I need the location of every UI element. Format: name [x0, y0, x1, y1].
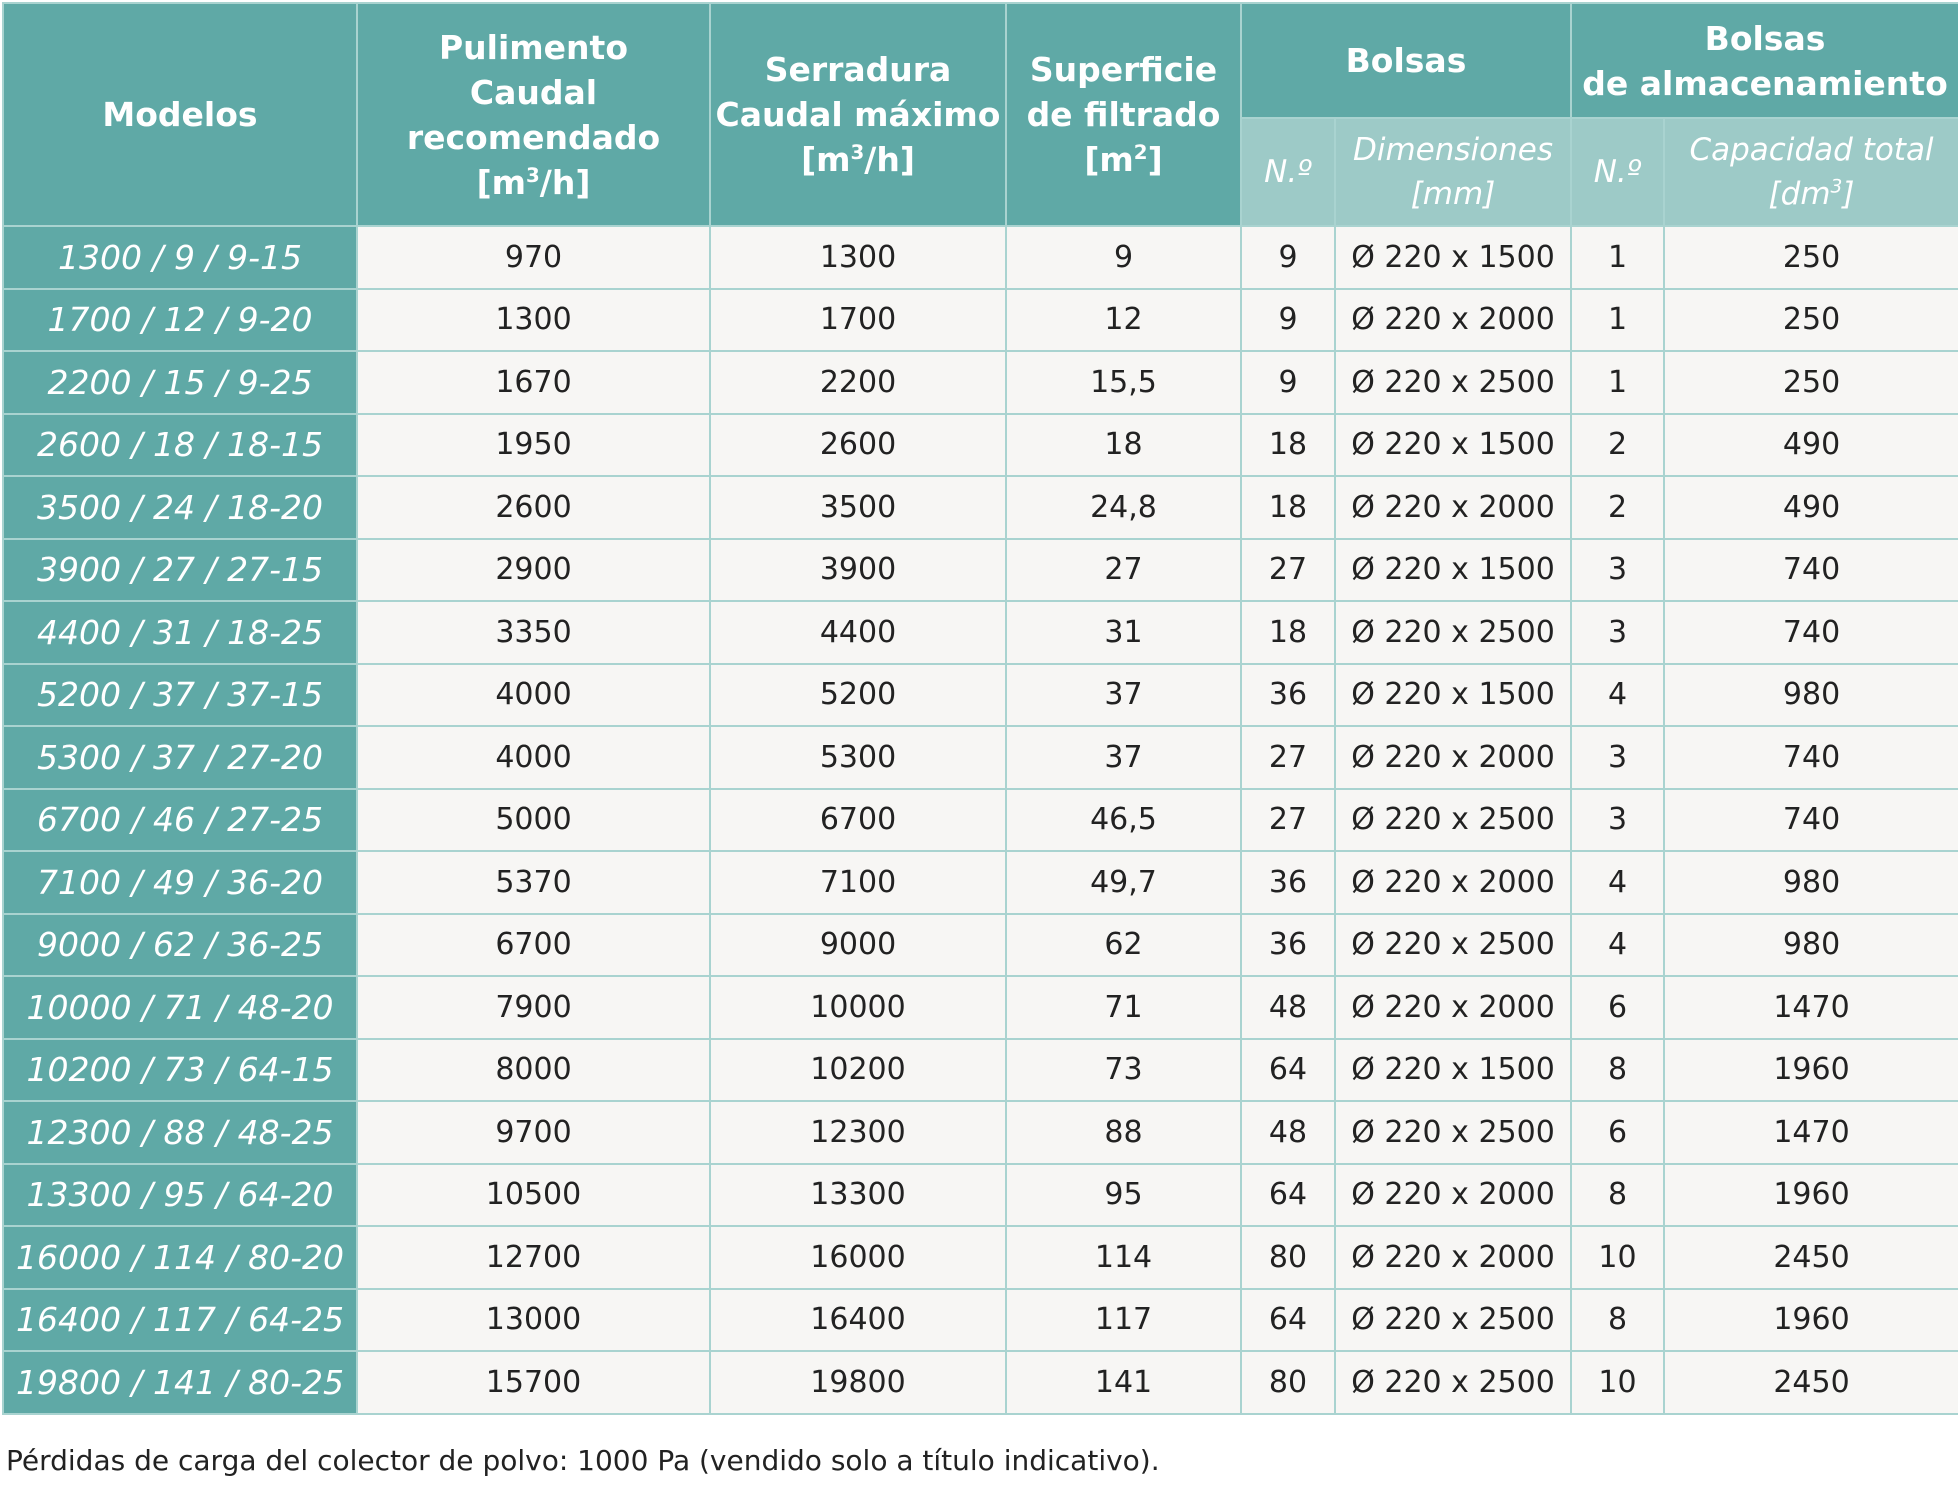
pulimento-cell: 4000: [357, 726, 710, 789]
pulimento-cell: 13000: [357, 1289, 710, 1352]
serradura-cell: 1300: [710, 226, 1006, 289]
serradura-cell: 13300: [710, 1164, 1006, 1227]
superficie-cell: 12: [1006, 289, 1241, 352]
serradura-cell: 5200: [710, 664, 1006, 727]
almacenamiento-numero-cell: 1: [1571, 226, 1664, 289]
pulimento-cell: 3350: [357, 601, 710, 664]
almacenamiento-numero-cell: 3: [1571, 601, 1664, 664]
almacenamiento-numero-cell: 1: [1571, 351, 1664, 414]
table-row: [3, 1164, 1958, 1227]
almacenamiento-numero-cell: 8: [1571, 1289, 1664, 1352]
capacidad-cell: 250: [1664, 289, 1958, 352]
table-row: [3, 789, 1958, 852]
dimensiones-cell: Ø 220 x 1500: [1335, 664, 1571, 727]
superficie-cell: 46,5: [1006, 789, 1241, 852]
pulimento-cell: 8000: [357, 1039, 710, 1102]
model-cell: 1300 / 9 / 9-15: [3, 226, 357, 289]
capacidad-cell: 1960: [1664, 1039, 1958, 1102]
header-dimensiones: Dimensiones [mm]: [1335, 118, 1571, 226]
header-bolsas: Bolsas: [1241, 3, 1571, 118]
superficie-cell: 24,8: [1006, 476, 1241, 539]
model-cell: 3900 / 27 / 27-15: [3, 539, 357, 602]
model-cell: 10000 / 71 / 48-20: [3, 976, 357, 1039]
bolsas-numero-cell: 27: [1241, 539, 1335, 602]
pulimento-cell: 1300: [357, 289, 710, 352]
bolsas-numero-cell: 18: [1241, 601, 1335, 664]
table-row: [3, 664, 1958, 727]
model-cell: 16400 / 117 / 64-25: [3, 1289, 357, 1352]
header-modelos: Modelos: [3, 3, 357, 226]
table-row: [3, 539, 1958, 602]
pulimento-cell: 12700: [357, 1226, 710, 1289]
pulimento-cell: 5000: [357, 789, 710, 852]
capacidad-cell: 1960: [1664, 1164, 1958, 1227]
superficie-cell: 141: [1006, 1351, 1241, 1414]
almacenamiento-numero-cell: 4: [1571, 851, 1664, 914]
pulimento-cell: 2600: [357, 476, 710, 539]
table-row: [3, 851, 1958, 914]
superficie-cell: 71: [1006, 976, 1241, 1039]
almacenamiento-numero-cell: 8: [1571, 1164, 1664, 1227]
dimensiones-cell: Ø 220 x 1500: [1335, 539, 1571, 602]
capacidad-cell: 980: [1664, 851, 1958, 914]
almacenamiento-numero-cell: 3: [1571, 789, 1664, 852]
superficie-cell: 49,7: [1006, 851, 1241, 914]
bolsas-numero-cell: 64: [1241, 1039, 1335, 1102]
superficie-cell: 117: [1006, 1289, 1241, 1352]
bolsas-numero-cell: 80: [1241, 1226, 1335, 1289]
dimensiones-cell: Ø 220 x 2000: [1335, 726, 1571, 789]
superficie-cell: 31: [1006, 601, 1241, 664]
pulimento-cell: 6700: [357, 914, 710, 977]
capacidad-cell: 740: [1664, 601, 1958, 664]
model-cell: 12300 / 88 / 48-25: [3, 1101, 357, 1164]
dimensiones-cell: Ø 220 x 2000: [1335, 476, 1571, 539]
serradura-cell: 3500: [710, 476, 1006, 539]
bolsas-numero-cell: 48: [1241, 1101, 1335, 1164]
superficie-cell: 15,5: [1006, 351, 1241, 414]
serradura-cell: 7100: [710, 851, 1006, 914]
table-row: [3, 976, 1958, 1039]
table-row: [3, 476, 1958, 539]
pulimento-cell: 2900: [357, 539, 710, 602]
serradura-cell: 12300: [710, 1101, 1006, 1164]
capacidad-cell: 1960: [1664, 1289, 1958, 1352]
capacidad-cell: 250: [1664, 351, 1958, 414]
serradura-cell: 4400: [710, 601, 1006, 664]
pulimento-cell: 970: [357, 226, 710, 289]
capacidad-cell: 490: [1664, 476, 1958, 539]
capacidad-cell: 250: [1664, 226, 1958, 289]
dimensiones-cell: Ø 220 x 2500: [1335, 789, 1571, 852]
capacidad-cell: 1470: [1664, 976, 1958, 1039]
table-row: [3, 914, 1958, 977]
superficie-cell: 37: [1006, 726, 1241, 789]
capacidad-cell: 980: [1664, 914, 1958, 977]
almacenamiento-numero-cell: 10: [1571, 1226, 1664, 1289]
serradura-cell: 2200: [710, 351, 1006, 414]
almacenamiento-numero-cell: 6: [1571, 1101, 1664, 1164]
serradura-cell: 9000: [710, 914, 1006, 977]
superficie-cell: 37: [1006, 664, 1241, 727]
superficie-cell: 114: [1006, 1226, 1241, 1289]
specifications-table: [2, 2, 1958, 1415]
header-bolsas-almacenamiento: Bolsas de almacenamiento: [1571, 3, 1958, 118]
model-cell: 7100 / 49 / 36-20: [3, 851, 357, 914]
pulimento-cell: 7900: [357, 976, 710, 1039]
bolsas-numero-cell: 27: [1241, 726, 1335, 789]
serradura-cell: 1700: [710, 289, 1006, 352]
bolsas-numero-cell: 36: [1241, 664, 1335, 727]
serradura-cell: 10000: [710, 976, 1006, 1039]
pulimento-cell: 15700: [357, 1351, 710, 1414]
almacenamiento-numero-cell: 3: [1571, 726, 1664, 789]
dimensiones-cell: Ø 220 x 2500: [1335, 914, 1571, 977]
model-cell: 1700 / 12 / 9-20: [3, 289, 357, 352]
header-capacidad-total: Capacidad total $[dm^3]$: [1664, 118, 1958, 226]
serradura-cell: 2600: [710, 414, 1006, 477]
table-row: [3, 289, 1958, 352]
serradura-cell: 16000: [710, 1226, 1006, 1289]
header-row-main: [3, 3, 1958, 118]
superficie-cell: 62: [1006, 914, 1241, 977]
almacenamiento-numero-cell: 2: [1571, 414, 1664, 477]
capacidad-cell: 740: [1664, 539, 1958, 602]
bolsas-numero-cell: 36: [1241, 914, 1335, 977]
header-pulimento: Pulimento Caudal recomendado $[m^3/h]$: [357, 3, 710, 226]
dimensiones-cell: Ø 220 x 2500: [1335, 1289, 1571, 1352]
table-row: [3, 726, 1958, 789]
model-cell: 2200 / 15 / 9-25: [3, 351, 357, 414]
model-cell: 13300 / 95 / 64-20: [3, 1164, 357, 1227]
capacidad-cell: 740: [1664, 789, 1958, 852]
model-cell: 9000 / 62 / 36-25: [3, 914, 357, 977]
model-cell: 2600 / 18 / 18-15: [3, 414, 357, 477]
capacidad-cell: 490: [1664, 414, 1958, 477]
table-body: [3, 226, 1958, 1414]
capacidad-cell: 980: [1664, 664, 1958, 727]
pulimento-cell: 9700: [357, 1101, 710, 1164]
dimensiones-cell: Ø 220 x 1500: [1335, 414, 1571, 477]
bolsas-numero-cell: 64: [1241, 1289, 1335, 1352]
almacenamiento-numero-cell: 4: [1571, 664, 1664, 727]
superficie-cell: 18: [1006, 414, 1241, 477]
dimensiones-cell: Ø 220 x 2000: [1335, 1226, 1571, 1289]
dimensiones-cell: Ø 220 x 2000: [1335, 289, 1571, 352]
header-superficie: Superficie de filtrado $[m^2]$: [1006, 3, 1241, 226]
table-row: [3, 414, 1958, 477]
pulimento-cell: 1950: [357, 414, 710, 477]
capacidad-cell: 2450: [1664, 1351, 1958, 1414]
model-cell: 10200 / 73 / 64-15: [3, 1039, 357, 1102]
capacidad-cell: 1470: [1664, 1101, 1958, 1164]
dimensiones-cell: Ø 220 x 2000: [1335, 1164, 1571, 1227]
header-serradura: Serradura Caudal máximo $[m^3/h]$: [710, 3, 1006, 226]
bolsas-numero-cell: 27: [1241, 789, 1335, 852]
capacidad-cell: 2450: [1664, 1226, 1958, 1289]
model-cell: 19800 / 141 / 80-25: [3, 1351, 357, 1414]
footnote: Pérdidas de carga del colector de polvo: 1000 Pa (vendido solo a título indicativo).: [6, 1444, 1160, 1477]
serradura-cell: 6700: [710, 789, 1006, 852]
header-bolsas-numero: N.º: [1241, 118, 1335, 226]
dimensiones-cell: Ø 220 x 2500: [1335, 1101, 1571, 1164]
dimensiones-cell: Ø 220 x 2500: [1335, 601, 1571, 664]
almacenamiento-numero-cell: 3: [1571, 539, 1664, 602]
table-row: [3, 1289, 1958, 1352]
pulimento-cell: 5370: [357, 851, 710, 914]
superficie-cell: 88: [1006, 1101, 1241, 1164]
almacenamiento-numero-cell: 1: [1571, 289, 1664, 352]
capacidad-cell: 740: [1664, 726, 1958, 789]
model-cell: 3500 / 24 / 18-20: [3, 476, 357, 539]
superficie-cell: 9: [1006, 226, 1241, 289]
dimensiones-cell: Ø 220 x 2500: [1335, 351, 1571, 414]
serradura-cell: 3900: [710, 539, 1006, 602]
bolsas-numero-cell: 80: [1241, 1351, 1335, 1414]
superficie-cell: 27: [1006, 539, 1241, 602]
almacenamiento-numero-cell: 2: [1571, 476, 1664, 539]
bolsas-numero-cell: 18: [1241, 476, 1335, 539]
bolsas-numero-cell: 36: [1241, 851, 1335, 914]
serradura-cell: 10200: [710, 1039, 1006, 1102]
table-row: [3, 1351, 1958, 1414]
model-cell: 6700 / 46 / 27-25: [3, 789, 357, 852]
serradura-cell: 5300: [710, 726, 1006, 789]
dimensiones-cell: Ø 220 x 2000: [1335, 851, 1571, 914]
header-almacenamiento-numero: N.º: [1571, 118, 1664, 226]
almacenamiento-numero-cell: 8: [1571, 1039, 1664, 1102]
table-row: [3, 1039, 1958, 1102]
serradura-cell: 16400: [710, 1289, 1006, 1352]
table-row: [3, 601, 1958, 664]
dimensiones-cell: Ø 220 x 2000: [1335, 976, 1571, 1039]
bolsas-numero-cell: 64: [1241, 1164, 1335, 1227]
model-cell: 16000 / 114 / 80-20: [3, 1226, 357, 1289]
dimensiones-cell: Ø 220 x 1500: [1335, 226, 1571, 289]
almacenamiento-numero-cell: 6: [1571, 976, 1664, 1039]
pulimento-cell: 10500: [357, 1164, 710, 1227]
table-row: [3, 1226, 1958, 1289]
table-row: [3, 351, 1958, 414]
pulimento-cell: 4000: [357, 664, 710, 727]
bolsas-numero-cell: 9: [1241, 226, 1335, 289]
superficie-cell: 73: [1006, 1039, 1241, 1102]
pulimento-cell: 1670: [357, 351, 710, 414]
model-cell: 5300 / 37 / 27-20: [3, 726, 357, 789]
bolsas-numero-cell: 9: [1241, 289, 1335, 352]
serradura-cell: 19800: [710, 1351, 1006, 1414]
bolsas-numero-cell: 48: [1241, 976, 1335, 1039]
superficie-cell: 95: [1006, 1164, 1241, 1227]
bolsas-numero-cell: 18: [1241, 414, 1335, 477]
dimensiones-cell: Ø 220 x 1500: [1335, 1039, 1571, 1102]
almacenamiento-numero-cell: 10: [1571, 1351, 1664, 1414]
table-row: [3, 226, 1958, 289]
almacenamiento-numero-cell: 4: [1571, 914, 1664, 977]
dimensiones-cell: Ø 220 x 2500: [1335, 1351, 1571, 1414]
model-cell: 4400 / 31 / 18-25: [3, 601, 357, 664]
table-row: [3, 1101, 1958, 1164]
bolsas-numero-cell: 9: [1241, 351, 1335, 414]
model-cell: 5200 / 37 / 37-15: [3, 664, 357, 727]
